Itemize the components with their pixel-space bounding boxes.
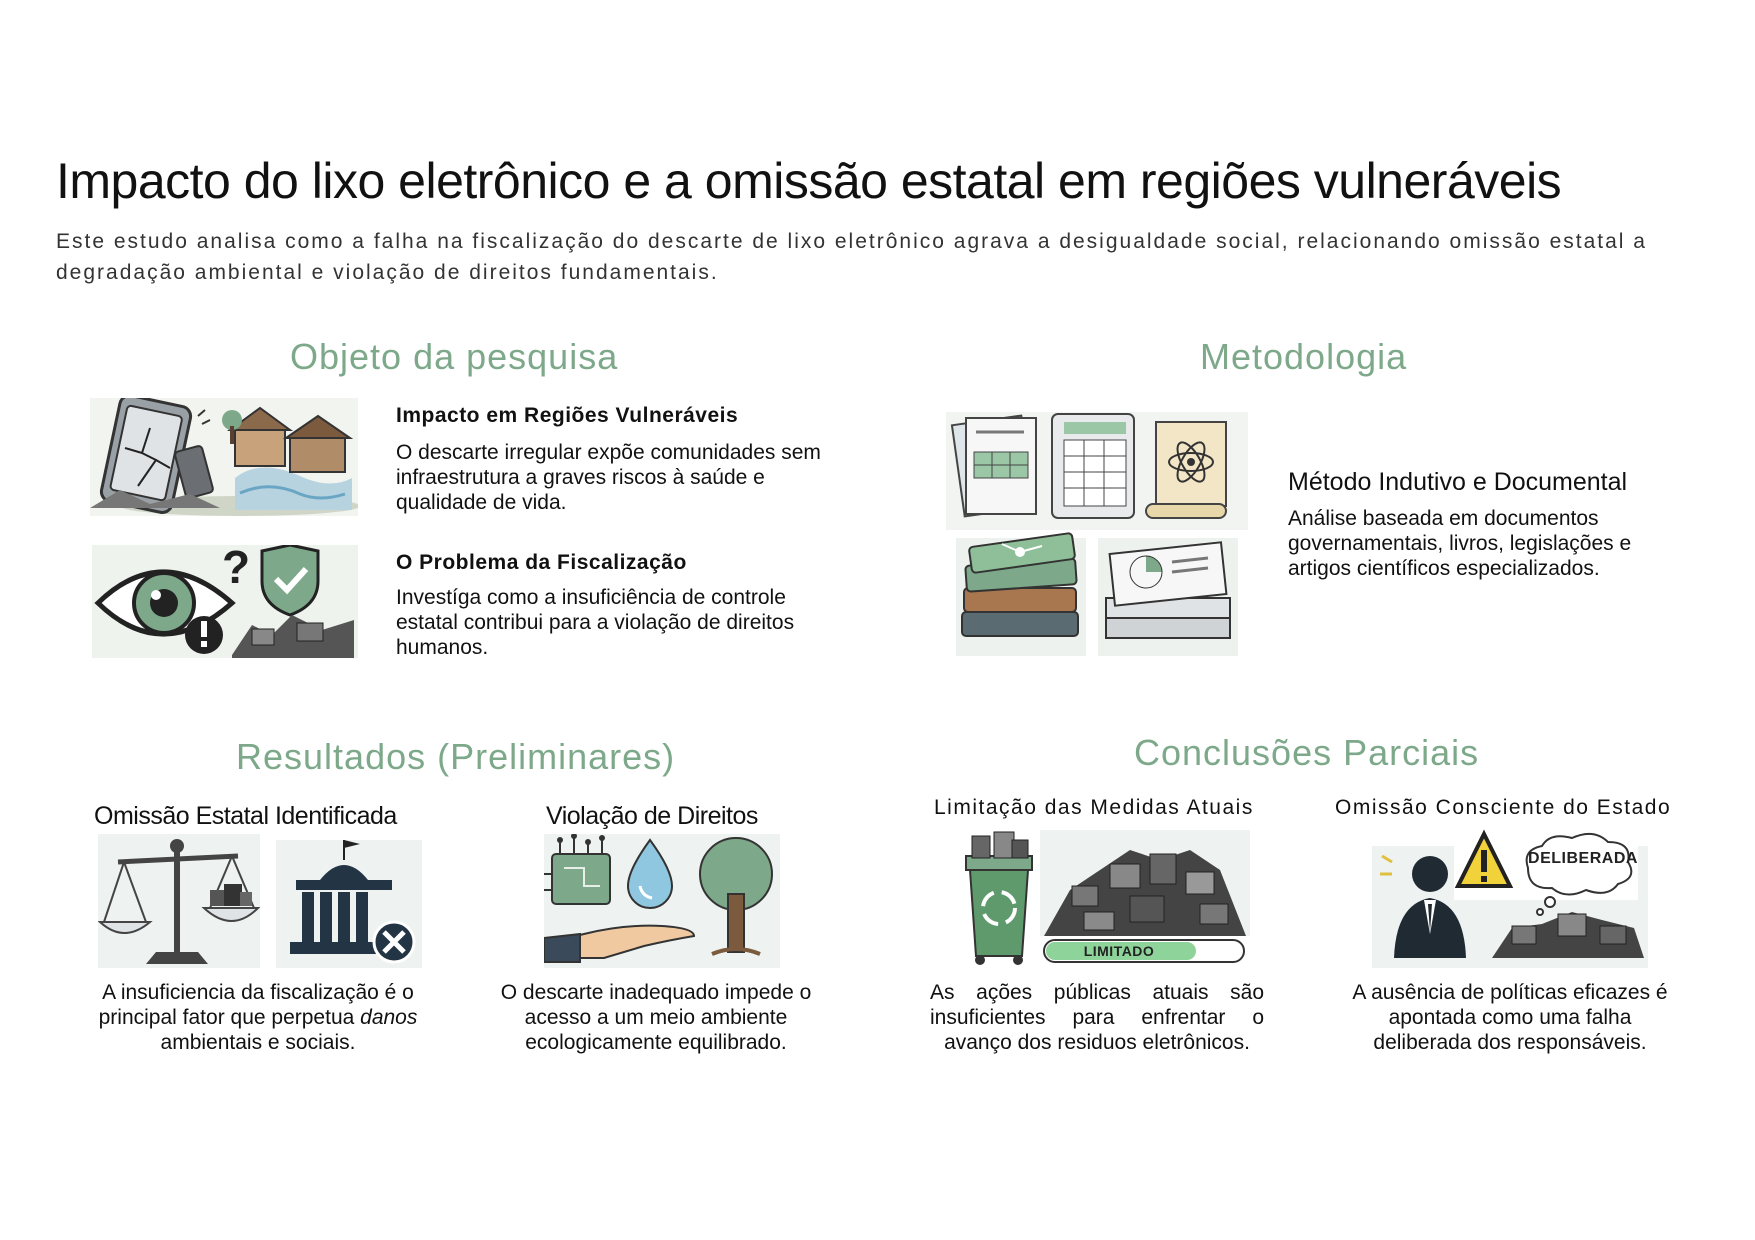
svg-text:?: ? [222, 545, 251, 593]
eye-shield-icon [92, 545, 358, 658]
metodologia-body: Análise baseada em documentos governamentais, livros, legislações e artigos científicos especializados. [1288, 507, 1632, 580]
limitado-badge: LIMITADO [1083, 943, 1155, 959]
resultados-col-body-1-post: ambientais e sociais. [160, 1031, 356, 1054]
conclusoes-col-body-2: A ausência de políticas eficazes é apontada como uma falha deliberada dos responsáveis. [1352, 981, 1668, 1054]
metodologia-heading: Metodologia [1200, 336, 1408, 377]
conclusoes-heading: Conclusões Parciais [1134, 732, 1480, 773]
resultados-col-body-1 [88, 980, 428, 1055]
scale-government-icon [98, 834, 422, 968]
resultados-heading: Resultados (Preliminares) [236, 736, 676, 777]
deliberada-badge: DELIBERADA [1528, 850, 1638, 867]
resultados-col-body-1-em: danos [360, 1006, 418, 1029]
objeto-item-body-1: O descarte irregular expõe comunidades sem infraestrutura a graves riscos à saúde e qualidade de vida. [396, 441, 821, 514]
documents-books-icon [946, 412, 1248, 660]
objeto-item-title-1: Impacto em Regiões Vulneráveis [396, 404, 739, 427]
objeto-item-title-2: O Problema da Fiscalização [396, 551, 687, 574]
page-title: Impacto do lixo eletrônico e a omissão estatal em regiões vulneráveis [56, 153, 1562, 209]
broken-phone-slum-icon [90, 398, 358, 516]
objeto-heading: Objeto da pesquisa [290, 336, 619, 377]
circuit-water-tree-icon [544, 834, 780, 968]
conclusoes-col-title-2: Omissão Consciente do Estado [1335, 796, 1672, 819]
metodologia-title: Método Indutivo e Documental [1288, 468, 1628, 496]
page-subtitle: Este estudo analisa como a falha na fiscalização do descarte de lixo eletrônico agrava a desigualdade social, relacionando omissão estatal a degradação ambiental e violação de direitos fundamentais. [56, 230, 1647, 284]
conclusoes-col-body-1: As ações públicas atuais são insuficientes para enfrentar o avanço dos residuos eletrônicos. [930, 981, 1264, 1054]
resultados-col-title-2: Violação de Direitos [546, 802, 758, 830]
resultados-col-title-1: Omissão Estatal Identificada [94, 802, 397, 830]
conclusoes-col-title-1: Limitação das Medidas Atuais [934, 796, 1254, 819]
objeto-item-body-2: Investíga como a insuficiência de controle estatal contribui para a violação de direitos humanos. [396, 586, 795, 659]
recycle-bin-ewaste-icon [960, 830, 1250, 966]
resultados-col-body-1-pre: A insuficiencia da fiscalização é o principal fator que perpetua [98, 981, 414, 1029]
official-warning-icon [1372, 828, 1648, 968]
resultados-col-body-2: O descarte inadequado impede o acesso a um meio ambiente ecologicamente equilibrado. [500, 981, 812, 1054]
